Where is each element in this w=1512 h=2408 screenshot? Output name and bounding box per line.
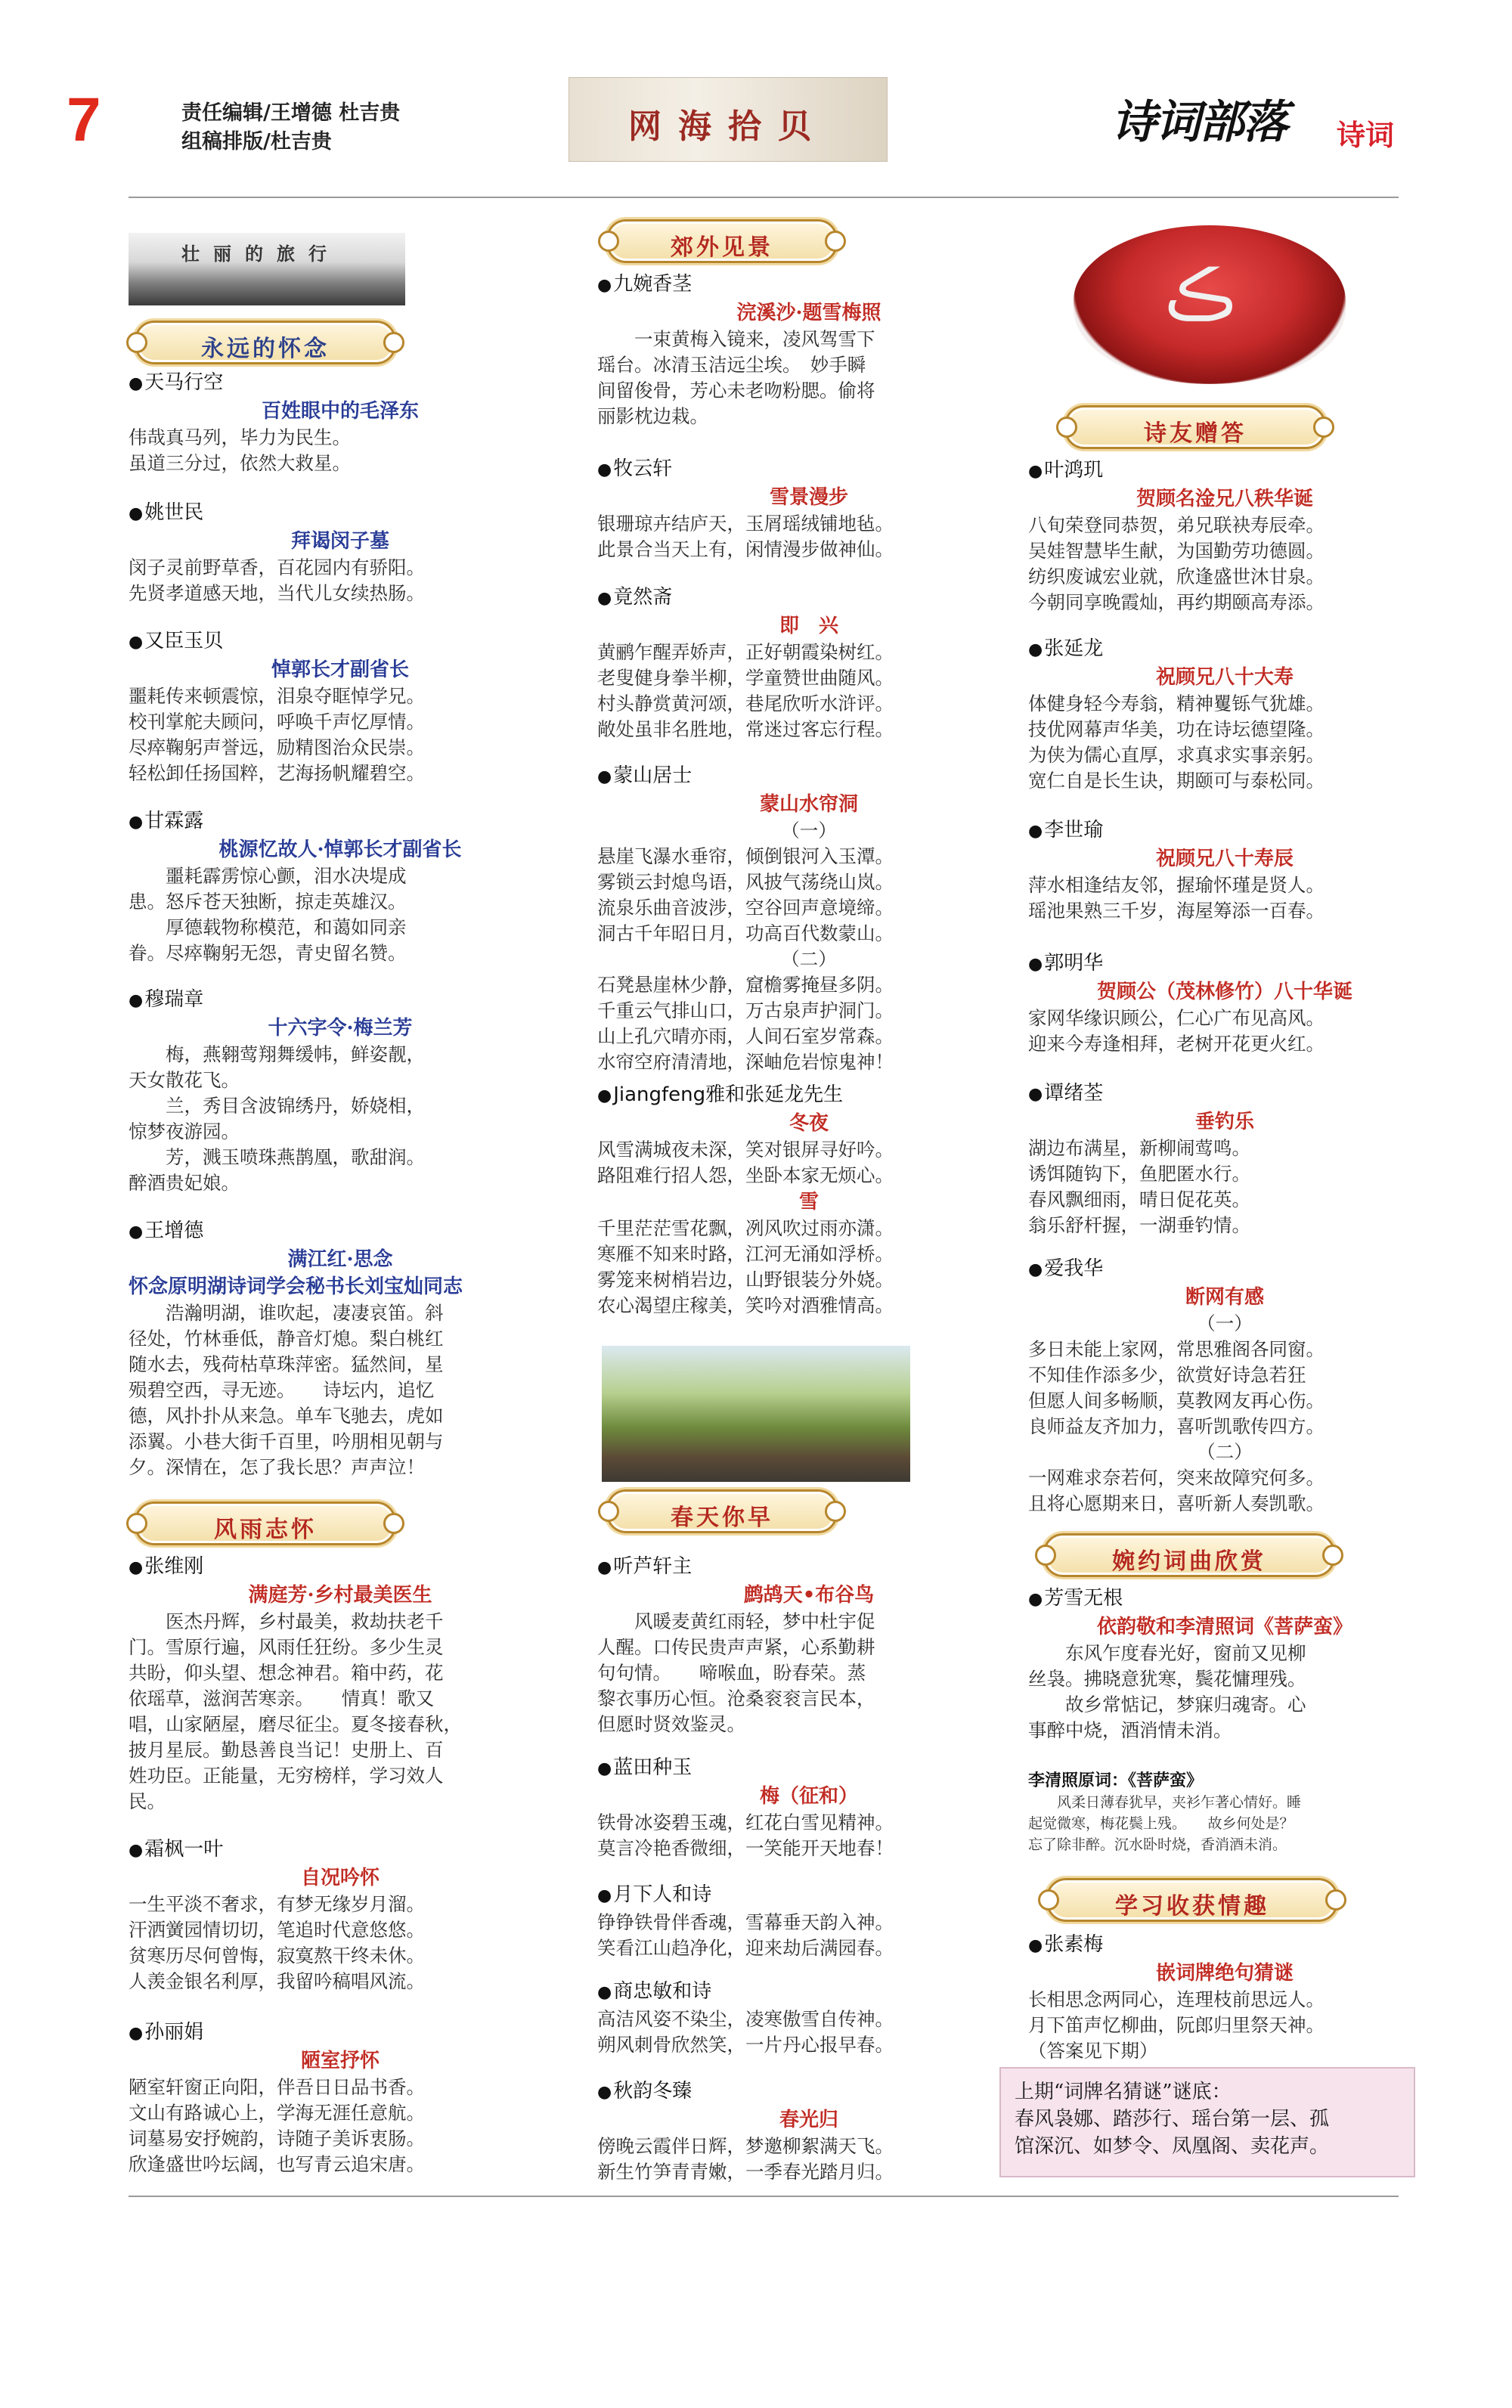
poem-line: 敞处虽非名胜地，常迷过客忘行程。: [597, 718, 894, 740]
poem-line: 民。: [129, 1790, 166, 1812]
poem-line: 依瑶草，滋润苦寒亲。 情真！歌又: [129, 1687, 435, 1709]
poem-line: 医杰丹辉，乡村最美，救劫扶老千: [129, 1610, 444, 1632]
poem-line: 先贤孝道感天地，当代儿女续热肠。: [129, 582, 425, 604]
poem-author: ● 九婉香茎: [597, 271, 1021, 299]
poem-line: 夕。深情在，怎了我长思？声声泣！: [129, 1456, 425, 1478]
section-tag-suburb: [606, 219, 838, 263]
poem-line: 银珊琼卉结庐天，玉屑瑶绒铺地毡。: [597, 513, 894, 535]
section-tag-wind-rain: [135, 1502, 396, 1545]
poem-muyun: [597, 455, 1021, 562]
poem-title: 垂钓乐: [1194, 1111, 1254, 1133]
poem-title: 即 兴: [779, 615, 838, 637]
poem-title: 十六字令·梅兰芳: [268, 1017, 413, 1040]
section-title: 郊外见景: [671, 234, 773, 261]
poem-line: 德，风扑扑从来急。单车飞驰去，虎如: [129, 1405, 444, 1427]
poem-line: 随水去，残荷枯草珠萍密。猛然间，星: [129, 1353, 444, 1375]
column-title-banner: [569, 77, 888, 162]
poem-line: 噩耗传来顿震惊，泪泉夺眶悼学兄。: [129, 685, 425, 707]
poem-line: 路阻难行招人怨，坐卧本家无烦心。: [597, 1164, 894, 1186]
answer-line: 馆深沉、如梦令、凤凰阁、卖花声。: [1015, 2135, 1330, 2158]
poem-line: 浩瀚明湖，谁吹起，凄凄哀笛。斜: [129, 1302, 444, 1324]
poem-line: 体健身轻今寿翁，精神矍铄气犹雄。: [1028, 693, 1325, 714]
poem-author: ● 蓝田种玉: [597, 1754, 1021, 1783]
section-tag-wanyue: [1043, 1533, 1335, 1577]
poem-line: 披月星辰。勤恳善良当记！史册上、百: [129, 1739, 444, 1761]
poem-author: ● 张维刚: [129, 1553, 552, 1582]
poem-line: 莫言冷艳香微细，一笑能开天地春！: [597, 1837, 894, 1859]
original-label: 李清照原词：《菩萨蛮》: [1028, 1771, 1204, 1790]
poem-line: 噩耗霹雳惊心颤，泪水决堤成: [129, 865, 407, 887]
poem-line: 添翼。小巷大街千百里，吟朋相见朝与: [129, 1430, 444, 1452]
riddle-answer-box: [999, 2067, 1415, 2177]
original-line: 风柔日薄春犹早，夹衫乍著心情好。睡: [1028, 1794, 1302, 1811]
poem-line: 兰，秀目含波锦绣丹，娇娆相，: [129, 1095, 425, 1117]
poem-line: 翁乐舒杆握，一湖垂钓情。: [1028, 1214, 1250, 1236]
poem-line: 多日未能上家网，常思雅阁各同窗。: [1028, 1338, 1325, 1360]
poem-author: ● 听芦轩主: [597, 1553, 1021, 1582]
poem-line: 千里茫茫雪花飘，冽风吹过雨亦潇。: [597, 1217, 894, 1239]
poem-line: 径处，竹林垂低，静音灯熄。梨白桃红: [129, 1328, 444, 1350]
poem-author: ● 蒙山居士: [597, 762, 1021, 791]
poem-title: 依韵敬和李清照词《菩萨蛮》: [1096, 1616, 1352, 1638]
poem-line: 傍晚云霞伴日辉，梦邀柳絮满天飞。: [597, 2135, 894, 2157]
answer-line: 上期“词牌名猜谜”谜底：: [1015, 2081, 1232, 2103]
poem-title: 百姓眼中的毛泽东: [261, 400, 419, 423]
poem-author: ● 孙丽娟: [129, 2019, 552, 2047]
poem-jingran: [597, 584, 1021, 742]
poem-zhangyanlong: [1028, 635, 1421, 794]
poem-author: ● 爱我华: [1028, 1255, 1421, 1284]
poem-shuangfeng: [129, 1836, 552, 1994]
poem-line: 词墓易安抒婉韵，诗随子美诉衷肠。: [129, 2128, 425, 2149]
poem-title: 冬夜: [789, 1112, 829, 1135]
poem-line: 伟哉真马列，毕力为民生。: [129, 426, 351, 448]
poem-line: 吴娃智慧毕生献，为国勤劳功德圆。: [1028, 540, 1325, 562]
poem-part-label: （一）: [781, 820, 837, 841]
poem-author: ● 秋韵冬臻: [597, 2078, 1021, 2106]
poem-line: 但愿时贤效鉴灵。: [597, 1713, 745, 1735]
poem-yaoshimin: [129, 499, 552, 606]
poem-line: 月下笛声忆柳曲，阮郎归里祭天神。: [1028, 2014, 1325, 2036]
poem-line: 共盼，仰头望、想念神君。箱中药，花: [129, 1662, 444, 1684]
poem-line: 殒碧空西，寻无迹。 诗坛内，追忆: [129, 1379, 435, 1401]
poem-title: 春光归: [779, 2109, 838, 2131]
poem-line: 风雪满城夜未深，笑对银屏寻好吟。: [597, 1139, 894, 1161]
poem-line: 宽仁自是长生诀，期颐可与泰松同。: [1028, 770, 1325, 792]
poem-title: 梅（征和）: [759, 1785, 858, 1808]
poem-line: 石凳悬崖林少静，窟檐雾掩昼多阴。: [597, 974, 894, 996]
section-title: 婉约词曲欣赏: [1112, 1548, 1266, 1575]
poem-line: 且将心愿期来日，喜听新人奏凯歌。: [1028, 1492, 1325, 1514]
poem-line: 醉酒贵妃娘。: [129, 1172, 240, 1194]
poem-line: 芳，溅玉喷珠燕鹊凰，歌甜润。: [129, 1146, 425, 1168]
poem-author: ● 芳雪无根: [1028, 1585, 1421, 1613]
poem-line: 陋室轩窗正向阳，伴吾日日品书香。: [129, 2076, 425, 2098]
poem-author: ● 张素梅: [1028, 1931, 1421, 1960]
poem-author: ● 谭绪荃: [1028, 1080, 1421, 1108]
section-tag-eternal-memory: [135, 321, 396, 364]
poem-line: 一束黄梅入镜来，凌风驾雪下: [597, 328, 875, 350]
willow-photo: [602, 1346, 910, 1482]
poem-line: 纺织废诚宏业就，欣逢盛世沐甘泉。: [1028, 566, 1325, 587]
landscape-image: [129, 233, 405, 305]
poem-line: 水帘空府清清地，深岫危岩惊鬼神！: [597, 1051, 894, 1073]
answer-line: 春风袅娜、踏莎行、瑶台第一层、孤: [1015, 2108, 1330, 2131]
poem-tianmaxing: [129, 369, 552, 476]
poem-youchenyu: [129, 628, 552, 786]
poem-line: 校刊掌舵夫顾问，呼唤千声忆厚情。: [129, 711, 425, 733]
poem-line: 流泉乐曲音波涉，空谷回声意境缔。: [597, 897, 894, 919]
poem-shangzhongmin: [597, 1978, 1021, 2058]
poem-title: 贺顾公（茂林修竹）八十华诞: [1096, 981, 1352, 1003]
poem-line: 春风飘细雨，晴日促花英。: [1028, 1189, 1250, 1210]
poem-line: 一生平淡不奢求，有梦无缘岁月溜。: [129, 1893, 425, 1915]
poem-fangxue: [1028, 1585, 1421, 1743]
poem-line: 诱饵随钩下，鱼肥匿水行。: [1028, 1163, 1250, 1185]
poem-line: 瑶池果熟三千岁，海屋筹添一百春。: [1028, 900, 1325, 922]
poem-part-label: （一）: [1197, 1312, 1253, 1334]
poem-line: 雾笼来树梢岩边，山野银装分外娆。: [597, 1269, 894, 1291]
poem-author: ● 穆瑞章: [129, 986, 552, 1015]
poem-author: ● 叶鸿玑: [1028, 457, 1421, 485]
layout-credit: 组稿排版/杜吉贵: [181, 130, 332, 153]
poem-line: 唱，山家陋屋，磨尽征尘。夏冬接春秋，: [129, 1713, 462, 1735]
poem-lishiyu: [1028, 817, 1421, 924]
poem-aiwohua: [1028, 1255, 1421, 1517]
poem-line: 悬崖飞瀑水垂帘，倾倒银河入玉潭。: [597, 845, 894, 867]
poem-line: 眷。尽瘁鞠躬无怨，青史留名赞。: [129, 942, 407, 964]
site-logo: [1096, 82, 1421, 165]
poem-part-label: （二）: [1197, 1441, 1253, 1463]
section-title: 学习收获情趣: [1115, 1893, 1269, 1920]
poem-title: 满江红·思念: [287, 1248, 393, 1271]
section-title: 风雨志怀: [214, 1517, 317, 1543]
logo-calligraphy: 诗词部落: [1111, 96, 1287, 149]
poem-line: 黎衣事历心恒。沧桑衮衮言民本，: [597, 1687, 875, 1709]
poem-line: 事醉中烧，酒消情未消。: [1028, 1719, 1232, 1741]
poem-line: 八旬荣登同恭贺，弟兄联袂寿辰牵。: [1028, 514, 1325, 536]
poem-line: 间留俊骨，芳心未老吻粉腮。偷将: [597, 380, 875, 401]
poem-subtitle: 怀念原明湖诗词学会秘书长刘宝灿同志: [129, 1275, 463, 1298]
poem-line: 风暖麦黄红雨轻，梦中杜宇促: [597, 1610, 875, 1632]
poem-line: 但愿人间多畅顺，莫教网友再心伤。: [1028, 1390, 1325, 1412]
poem-title: 雪景漫步: [769, 486, 848, 509]
poem-line: 文山有路诚心上，学海无涯任意航。: [129, 2102, 425, 2124]
poem-wangzengde: [129, 1217, 552, 1480]
poem-line: 闵子灵前野草香，百花园内有骄阳。: [129, 556, 425, 578]
poem-line: 汗洒黉园情切切，笔追时代意悠悠。: [129, 1919, 425, 1941]
poem-line: 萍水相逢结友邻，握瑜怀瑾是贤人。: [1028, 874, 1325, 896]
poem-line: 东风乍度春光好，窗前又见柳: [1028, 1642, 1306, 1664]
poem-author: ● 天马行空: [129, 369, 552, 398]
poem-line: 良师益友齐加力，喜听凯歌传四方。: [1028, 1415, 1325, 1437]
original-line: 起觉微寒，梅花鬓上残。 故乡何处是？: [1028, 1815, 1294, 1832]
poem-author: ● 牧云轩: [597, 455, 1021, 484]
poem-line: 山上孔穴晴亦雨，人间石室岁常森。: [597, 1025, 894, 1047]
poem-author: ● 霜枫一叶: [129, 1836, 552, 1864]
poem-line: 贫寒历尽何曾悔，寂寞熬干终未休。: [129, 1945, 425, 1966]
section-tag-poet-friends: [1064, 405, 1326, 449]
poem-line: 迎来今寿逢相拜，老树开花更火红。: [1028, 1033, 1325, 1055]
header-rule: [129, 197, 1399, 198]
poem-line: 此景合当天上有，闲情漫步做神仙。: [597, 538, 894, 560]
poem-title: 桃源忆故人·悼郭长才副省长: [218, 838, 462, 861]
column-title: 网海拾贝: [628, 107, 828, 146]
poem-author: ● 竟然斋: [597, 584, 1021, 612]
poem-title: 断网有感: [1185, 1286, 1264, 1309]
poem-author: ● 商忠敏和诗: [597, 1978, 1021, 2007]
poem-mengshan: [597, 762, 1021, 1075]
poem-zhangweigang: [129, 1553, 552, 1815]
poem-line: 新生竹笋青青嫩，一季春光踏月归。: [597, 2161, 894, 2183]
poem-line: 人醒。口传民贵声声紧，心系勤耕: [597, 1636, 875, 1658]
poem-line: 患。怒斥苍天独断，掠走英雄汉。: [129, 891, 407, 913]
poem-title: 悼郭长才副省长: [271, 659, 409, 681]
poem-line: 黄鹂乍醒弄娇声，正好朝霞染树红。: [597, 641, 894, 663]
poem-line: 姓功臣。正能量，无穷榜样，学习效人: [129, 1765, 444, 1787]
poem-line: 高洁风姿不染尘，凌寒傲雪自传神。: [597, 2008, 894, 2030]
section-tag-learning: [1046, 1878, 1338, 1922]
poem-line: 笑看江山趋净化，迎来劫后满园春。: [597, 1937, 894, 1959]
poem-line: 瑶台。冰清玉洁远尘埃。 妙手瞬: [597, 354, 866, 376]
poem-qiuyun: [597, 2078, 1021, 2185]
poem-line: 轻松卸任扬国粹，艺海扬帆耀碧空。: [129, 762, 425, 784]
poem-title: 自况吟怀: [300, 1867, 380, 1889]
section-title: 诗友赠答: [1144, 420, 1247, 447]
poem-yehonggong: [1028, 457, 1421, 615]
page-number: 7: [67, 85, 101, 154]
poem-line: 虽道三分过，依然大救星。: [129, 452, 351, 474]
poem-author: ● 郭明华: [1028, 950, 1421, 978]
poem-line: 丝袅。拂晓意犹寒，鬓花慵理残。: [1028, 1668, 1306, 1690]
poem-jiuwan: [597, 271, 1021, 429]
poem-author: ● 月下人和诗: [597, 1881, 1021, 1910]
poem-line: 铮铮铁骨伴香魂，雪幕垂天韵入神。: [597, 1911, 894, 1933]
poem-line: 湖边布满星，新柳闹莺鸣。: [1028, 1137, 1250, 1159]
poem-line: 门。雪原行遍，风雨任狂纷。多少生灵: [129, 1636, 444, 1658]
poem-line: 惊梦夜游园。: [129, 1120, 240, 1142]
poem-author: ● 王增德: [129, 1217, 552, 1246]
poem-line: 今朝同享晚霞灿，再约期颐高寿添。: [1028, 591, 1325, 613]
poem-title: 蒙山水帘洞: [759, 793, 858, 816]
section-tag-spring: [606, 1489, 838, 1533]
poem-yuexia: [597, 1881, 1021, 1961]
poem-line: 人羡金银名利厚，我留吟稿唱风流。: [129, 1970, 425, 1992]
poem-line: 尽瘁鞠躬声誉远，励精图治众民崇。: [129, 736, 425, 758]
section-title: 永远的怀念: [201, 336, 330, 362]
section-title: 春天你早: [671, 1505, 773, 1531]
poem-author: ● 甘霖露: [129, 807, 552, 836]
editor-credit: 责任编辑/王增德 杜吉贵: [181, 101, 401, 125]
poem-line: 雾锁云封熄鸟语，风披气荡绕山岚。: [597, 871, 894, 893]
poem-line: 厚德载物称模范，和蔼如同亲: [129, 916, 407, 938]
poem-author: ● 又臣玉贝: [129, 628, 552, 656]
poem-lantian: [597, 1754, 1021, 1861]
poem-part-label: （二）: [781, 948, 837, 970]
poem-line: 欣逢盛世吟坛阔，也写青云追宋唐。: [129, 2153, 425, 2175]
poem-title: 满庭芳·乡村最美医生: [248, 1584, 432, 1607]
poem-tinglu: [597, 1553, 1021, 1737]
poem-line: 长相思念两同心，连理枝前思远人。: [1028, 1988, 1325, 2010]
liqingzhao-original: [1028, 1769, 1421, 1855]
poem-title: 祝顾兄八十寿辰: [1155, 848, 1294, 870]
image-caption: 壮丽的旅行: [181, 243, 340, 265]
poem-title: 祝顾兄八十大寿: [1155, 666, 1294, 689]
poem-ganlinlu: [129, 807, 552, 966]
poem-line: 朔风刺骨欣然笑，一片丹心报早春。: [597, 2034, 894, 2056]
poem-line: 洞古千年昭日月，功高百代数蒙山。: [597, 922, 894, 944]
poem-title: 拜谒闵子墓: [290, 530, 389, 553]
poem-line: （答案见下期）: [1028, 2040, 1158, 2062]
swan-icon: ڪ: [1164, 256, 1236, 335]
poem-line: 技优网幕声华美，功在诗坛德望隆。: [1028, 718, 1325, 740]
poem-author: ● 张延龙: [1028, 635, 1421, 664]
poem-jiangfeng: [597, 1081, 1021, 1319]
footer-rule: [129, 2196, 1399, 2197]
poem-line: 故乡常惦记，梦寐归魂寄。心: [1028, 1694, 1306, 1715]
poem-line: 不知佳作添多少，欲赏好诗急若狂: [1028, 1364, 1306, 1386]
poem-line: 为侠为儒心直厚，求真求实事亲躬。: [1028, 744, 1325, 766]
poem-title: 嵌词牌绝句猜谜: [1155, 1962, 1294, 1985]
poem-title: 鹧鸪天•布谷鸟: [743, 1584, 875, 1607]
poem-line: 农心渴望庄稼美，笑吟对酒雅情高。: [597, 1294, 894, 1316]
poem-muruizhang: [129, 986, 552, 1196]
poem-title: 雪: [798, 1191, 819, 1213]
poem-line: 村头静赏黄河颂，巷尾欣听水浒评。: [597, 693, 894, 714]
original-line: 忘了除非醉。沉水卧时烧，香消酒未消。: [1028, 1836, 1287, 1853]
poem-title: 贺顾名淦兄八秩华诞: [1136, 488, 1313, 510]
swan-cake-image: [1074, 225, 1346, 384]
poem-line: 一网难求奈若何，突来故障究何多。: [1028, 1467, 1325, 1489]
poem-line: 寒雁不知来时路，江河无涌如浮桥。: [597, 1243, 894, 1265]
poem-sunlijuan: [129, 2019, 552, 2177]
poem-line: 天女散花飞。: [129, 1069, 240, 1091]
poem-line: 千重云气排山口，万古泉声护洞门。: [597, 999, 894, 1021]
poem-author: ● Jiangfeng雅和张延龙先生: [597, 1081, 1021, 1110]
poem-guominghua: [1028, 950, 1421, 1057]
poem-title: 陋室抒怀: [300, 2050, 380, 2072]
poem-line: 句句情。 啼喉血，盼春荣。蒸: [597, 1662, 866, 1684]
poem-line: 丽影枕边栽。: [597, 405, 708, 427]
poem-line: 梅，燕翱莺翔舞缓帏，鲜姿靓，: [129, 1043, 425, 1065]
poem-line: 老叟健身拳半柳，学童赞世曲随风。: [597, 667, 894, 689]
logo-subtitle: 诗词: [1337, 118, 1395, 152]
poem-title: 浣溪沙·题雪梅照: [736, 302, 881, 324]
poem-zhangsumei: [1028, 1931, 1421, 2064]
poem-author: ● 姚世民: [129, 499, 552, 528]
poem-line: 家网华缘识顾公，仁心广布见高风。: [1028, 1007, 1325, 1029]
poem-author: ● 李世瑜: [1028, 817, 1421, 845]
poem-line: 铁骨冰姿碧玉魂，红花白雪见精神。: [597, 1811, 894, 1833]
poem-tanxu: [1028, 1080, 1421, 1238]
